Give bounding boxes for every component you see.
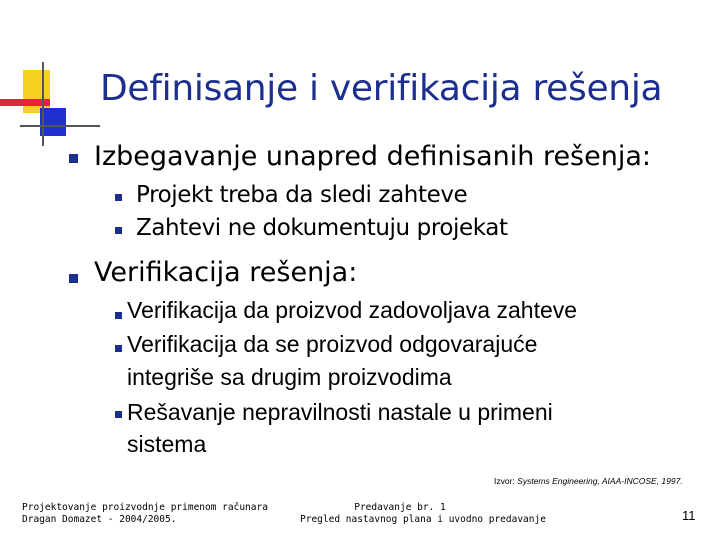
decorative-logo-graphic [0,0,100,150]
sub-bullet-text: integriše sa drugim proizvodima [127,364,452,390]
sub-bullet-text: Verifikacija da proizvod zadovoljava zahteve [127,297,578,323]
sub-bullet-text: Projekt treba da sledi zahteve [136,182,468,208]
slide-title: Definisanje i verifikacija rešenja [100,68,663,109]
bullet-text: Izbegavanje unapred definisanih rešenja: [94,141,651,172]
logo-yellow-square [23,70,50,113]
citation-prefix: Izvor: [494,476,518,486]
sub-bullet-text: Zahtevi ne dokumentuju projekat [136,215,508,241]
footer-left [22,502,268,526]
bullet-text: Verifikacija rešenja: [94,257,358,288]
bullet-marker [69,154,78,163]
source-citation [494,476,683,486]
footer-author: Dragan Domazet - 2004/2005. [22,514,177,525]
sub-bullet-text: Rešavanje nepravilnosti nastale u primeni [127,399,553,425]
sub-bullet-text: Verifikacija da se proizvod odgovarajuće [127,331,538,357]
footer-lecture-title: Pregled nastavnog plana i uvodno predavanje [300,514,546,525]
sub-bullet-marker [115,312,122,319]
sub-bullet-text: sistema [127,431,207,457]
bullet-marker [69,274,78,283]
footer-course-name: Projektovanje proizvodnje primenom računara [22,502,268,513]
citation-source: Systems Engineering, AIAA-INCOSE, 1997. [517,476,683,486]
page-number: 11 [682,508,696,523]
sub-bullet-marker [115,345,122,352]
sub-bullet-marker [115,194,122,201]
sub-bullet-marker [115,227,122,234]
sub-bullet-marker [115,411,122,418]
footer-center [300,502,546,526]
footer-lecture-number: Predavanje br. 1 [354,502,446,513]
